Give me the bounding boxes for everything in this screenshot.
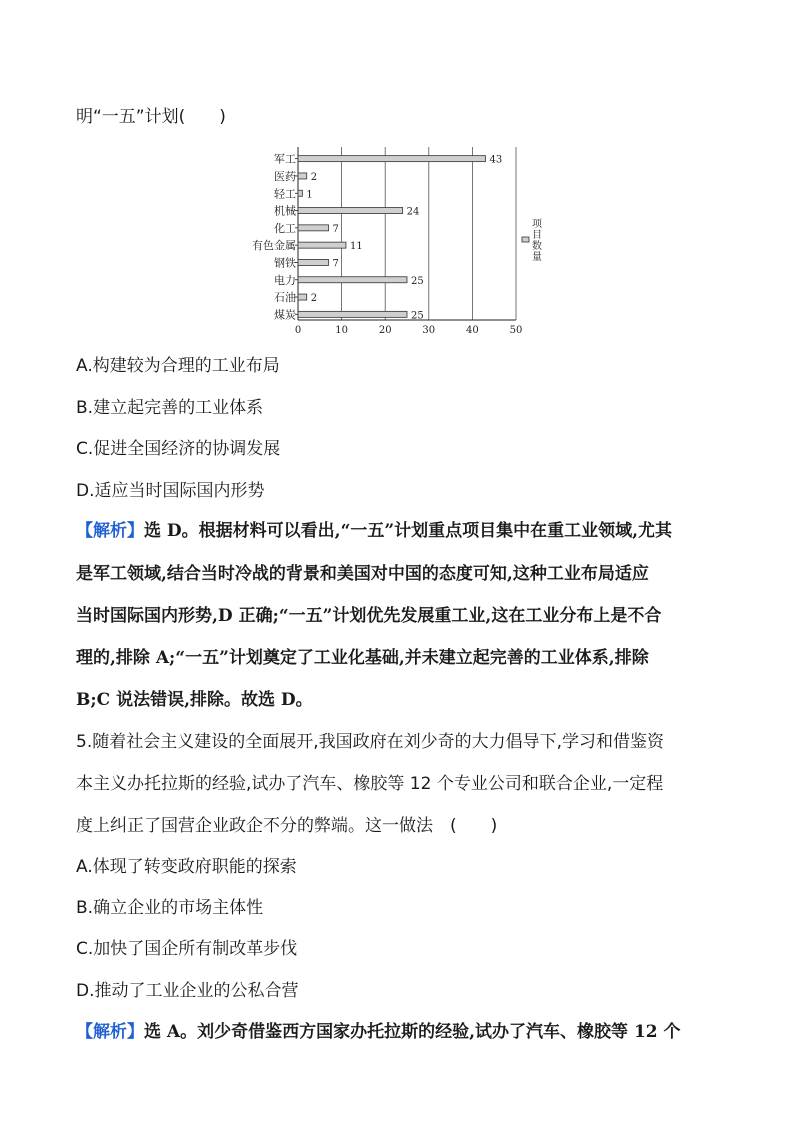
- analysis-tag: 【解析】: [76, 1022, 144, 1042]
- value-label: 24: [406, 206, 420, 218]
- bar: [298, 259, 329, 265]
- x-tick-label: 20: [378, 325, 392, 335]
- q4-analysis-line-1: [76, 520, 672, 542]
- q4-option-d: D.适应当时国际国内形势: [76, 481, 265, 501]
- q5-option-a: A.体现了转变政府职能的探索: [76, 857, 297, 877]
- value-label: 2: [310, 293, 318, 305]
- value-label: 25: [411, 310, 424, 322]
- bar: [298, 277, 407, 283]
- x-tick-label: 0: [294, 325, 302, 335]
- legend-label-char: 目: [532, 230, 542, 241]
- category-label: 钢铁: [274, 256, 296, 270]
- q5-stem-line-1: 5.随着社会主义建设的全面展开,我国政府在刘少奇的大力倡导下,学习和借鉴资: [76, 732, 665, 752]
- q4-analysis-line-3: 当时国际国内形势,D 正确;“一五”计划优先发展重工业,这在工业分布上是不合: [76, 606, 662, 626]
- x-tick-label: 40: [466, 325, 479, 335]
- bar-chart: [240, 143, 560, 335]
- x-tick-label: 50: [509, 325, 523, 335]
- legend-label-char: 数: [532, 241, 542, 252]
- legend-label-char: 量: [532, 252, 542, 263]
- bar: [298, 225, 329, 231]
- q5-option-d: D.推动了工业企业的公私合营: [76, 981, 299, 1001]
- value-label: 7: [332, 258, 339, 270]
- category-label: 石油: [274, 291, 296, 305]
- category-label: 有色金属: [252, 239, 296, 253]
- category-label: 化工: [274, 221, 296, 235]
- value-label: 25: [411, 275, 424, 287]
- value-label: 11: [349, 241, 363, 253]
- category-label: 机械: [274, 204, 296, 218]
- bar: [298, 242, 346, 248]
- value-label: 7: [332, 223, 339, 235]
- analysis-text: 选 D。根据材料可以看出,“一五”计划重点项目集中在重工业领域,尤其: [144, 521, 673, 541]
- legend-swatch: [522, 237, 529, 242]
- bar: [298, 208, 403, 214]
- category-label: 医药: [274, 169, 296, 183]
- value-label: 43: [489, 154, 503, 166]
- bar: [298, 294, 307, 300]
- q5-option-b: B.确立企业的市场主体性: [76, 898, 264, 918]
- q4-option-c: C.促进全国经济的协调发展: [76, 439, 281, 459]
- q4-option-b: B.建立起完善的工业体系: [76, 398, 264, 418]
- q4-analysis-line-2: 是军工领域,结合当时冷战的背景和美国对中国的态度可知,这种工业布局适应: [76, 564, 649, 584]
- category-label: 军工: [274, 152, 296, 166]
- value-label: 2: [310, 171, 318, 183]
- bar: [298, 156, 485, 162]
- legend-label-char: 项: [532, 219, 542, 230]
- q5-stem-line-2: 本主义办托拉斯的经验,试办了汽车、橡胶等 12 个专业公司和联合企业,一定程: [76, 774, 664, 794]
- q4-analysis-line-4: 理的,排除 A;“一五”计划奠定了工业化基础,并未建立起完善的工业体系,排除: [76, 648, 649, 668]
- q5-option-c: C.加快了国企所有制改革步伐: [76, 939, 298, 959]
- analysis-text: 选 A。刘少奇借鉴西方国家办托拉斯的经验,试办了汽车、橡胶等 12 个: [144, 1022, 681, 1042]
- category-label: 煤炭: [274, 308, 296, 322]
- bar: [298, 190, 302, 196]
- x-tick-label: 30: [422, 325, 436, 335]
- category-label: 电力: [274, 273, 296, 287]
- category-label: 轻工: [274, 187, 296, 201]
- analysis-tag: 【解析】: [76, 521, 144, 541]
- q5-stem-line-3: 度上纠正了国营企业政企不分的弊端。这一做法 ( ): [76, 816, 498, 836]
- x-tick-label: 10: [335, 325, 348, 335]
- q4-option-a: A.构建较为合理的工业布局: [76, 356, 280, 376]
- q4-analysis-line-5: B;C 说法错误,排除。故选 D。: [76, 690, 313, 710]
- bar: [298, 311, 407, 317]
- value-label: 1: [306, 189, 313, 201]
- q4-stem: 明“一五”计划( ): [76, 107, 226, 127]
- q5-analysis-line-1: [76, 1021, 681, 1043]
- bar: [298, 173, 307, 179]
